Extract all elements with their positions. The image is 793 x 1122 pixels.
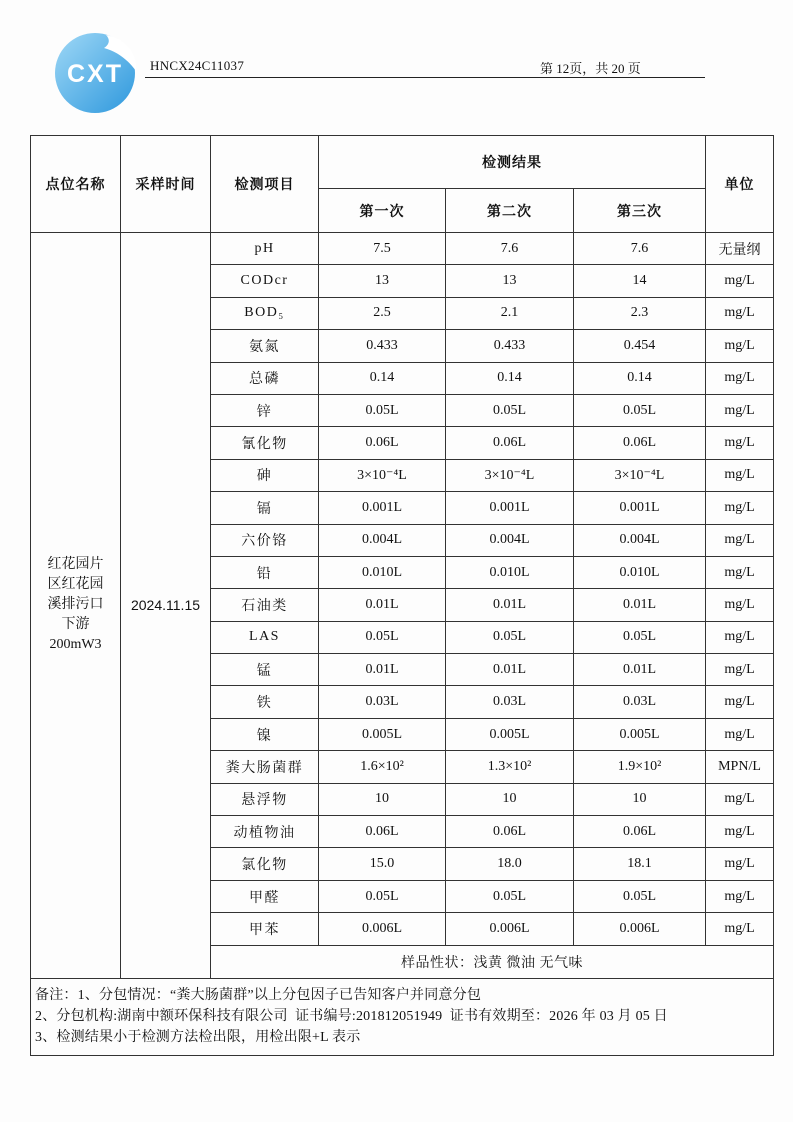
result-third: 0.06L — [574, 816, 706, 848]
report-number: HNCX24C11037 — [150, 58, 245, 73]
result-third: 3×10⁻⁴L — [574, 459, 706, 491]
result-second: 1.3×10² — [446, 751, 574, 783]
item-name: 甲苯 — [211, 913, 319, 945]
result-first: 1.6×10² — [319, 751, 446, 783]
item-name: BOD₅ — [211, 297, 319, 329]
item-name: LAS — [211, 621, 319, 653]
result-second: 0.03L — [446, 686, 574, 718]
item-name: CODcr — [211, 265, 319, 297]
result-second: 13 — [446, 265, 574, 297]
result-second: 0.010L — [446, 556, 574, 588]
header-divider — [145, 77, 705, 78]
result-third: 0.06L — [574, 427, 706, 459]
unit-cell: mg/L — [706, 589, 774, 621]
item-name: 氯化物 — [211, 848, 319, 880]
unit-cell: mg/L — [706, 654, 774, 686]
unit-cell: mg/L — [706, 718, 774, 750]
result-third: 14 — [574, 265, 706, 297]
result-first: 0.05L — [319, 394, 446, 426]
result-second: 0.01L — [446, 654, 574, 686]
unit-cell: mg/L — [706, 783, 774, 815]
note-line: 3、检测结果小于检测方法检出限，用检出限+L 表示 — [35, 1030, 361, 1046]
result-second: 0.05L — [446, 880, 574, 912]
unit-cell: mg/L — [706, 913, 774, 945]
unit-cell: mg/L — [706, 686, 774, 718]
item-name: 动植物油 — [211, 816, 319, 848]
unit-cell: mg/L — [706, 362, 774, 394]
result-third: 0.05L — [574, 394, 706, 426]
result-first: 13 — [319, 265, 446, 297]
result-first: 0.010L — [319, 556, 446, 588]
unit-cell: mg/L — [706, 848, 774, 880]
header-second: 第二次 — [446, 189, 574, 233]
result-third: 0.004L — [574, 524, 706, 556]
item-name: 六价铬 — [211, 524, 319, 556]
result-first: 10 — [319, 783, 446, 815]
header-unit: 单位 — [706, 136, 774, 233]
result-first: 0.01L — [319, 654, 446, 686]
result-second: 0.001L — [446, 492, 574, 524]
unit-cell: mg/L — [706, 816, 774, 848]
unit-cell: mg/L — [706, 297, 774, 329]
result-third: 7.6 — [574, 233, 706, 265]
unit-cell: mg/L — [706, 880, 774, 912]
result-third: 0.010L — [574, 556, 706, 588]
unit-cell: mg/L — [706, 394, 774, 426]
result-third: 0.006L — [574, 913, 706, 945]
header-third: 第三次 — [574, 189, 706, 233]
result-first: 0.001L — [319, 492, 446, 524]
location-cell — [31, 233, 121, 979]
result-second: 18.0 — [446, 848, 574, 880]
item-name: 锌 — [211, 394, 319, 426]
unit-cell: mg/L — [706, 427, 774, 459]
item-name: 铁 — [211, 686, 319, 718]
result-third: 18.1 — [574, 848, 706, 880]
result-third: 1.9×10² — [574, 751, 706, 783]
result-second: 2.1 — [446, 297, 574, 329]
location-line: 200mW3 — [49, 637, 102, 653]
item-name: 镉 — [211, 492, 319, 524]
item-name: 锰 — [211, 654, 319, 686]
result-second: 0.004L — [446, 524, 574, 556]
item-name: 铅 — [211, 556, 319, 588]
result-third: 0.05L — [574, 880, 706, 912]
unit-cell: mg/L — [706, 524, 774, 556]
header-results: 检测结果 — [319, 136, 706, 189]
result-third: 0.01L — [574, 654, 706, 686]
result-second: 0.433 — [446, 330, 574, 362]
result-first: 0.03L — [319, 686, 446, 718]
company-logo — [48, 29, 144, 115]
result-third: 0.14 — [574, 362, 706, 394]
result-second: 7.6 — [446, 233, 574, 265]
header-first: 第一次 — [319, 189, 446, 233]
logo-text: CXT — [67, 60, 123, 88]
header-test-item: 检测项目 — [211, 136, 319, 233]
sampling-date: 2024.11.15 — [121, 233, 211, 979]
item-name: 砷 — [211, 459, 319, 491]
result-third: 0.005L — [574, 718, 706, 750]
item-name: 石油类 — [211, 589, 319, 621]
result-second: 3×10⁻⁴L — [446, 459, 574, 491]
result-first: 0.005L — [319, 718, 446, 750]
unit-cell: mg/L — [706, 330, 774, 362]
result-second: 0.06L — [446, 816, 574, 848]
result-first: 0.05L — [319, 621, 446, 653]
result-third: 0.001L — [574, 492, 706, 524]
result-second: 0.05L — [446, 621, 574, 653]
header-row — [31, 136, 774, 189]
note-line: 备注：1、分包情况：“粪大肠菌群”以上分包因子已告知客户并同意分包 — [35, 988, 482, 1004]
result-first: 0.06L — [319, 816, 446, 848]
unit-cell: MPN/L — [706, 751, 774, 783]
notes-row — [31, 978, 774, 1055]
result-second: 0.05L — [446, 394, 574, 426]
result-third: 0.454 — [574, 330, 706, 362]
item-name: 氨氮 — [211, 330, 319, 362]
note-line: 2、分包机构:湖南中额环保科技有限公司 证书编号:201812051949 证书有效期至：2026 年 03 月 05 日 — [35, 1009, 668, 1025]
location-line: 溪排污口 — [47, 597, 104, 613]
location-line: 区红花园 — [47, 577, 104, 593]
table-row — [31, 233, 774, 265]
page-indicator: 第 12页，共 20 页 — [540, 61, 641, 76]
unit-cell: mg/L — [706, 556, 774, 588]
location-line: 下游 — [61, 617, 90, 633]
result-third: 0.05L — [574, 621, 706, 653]
item-name: 悬浮物 — [211, 783, 319, 815]
header-sampling-time: 采样时间 — [121, 136, 211, 233]
result-second: 10 — [446, 783, 574, 815]
unit-cell: mg/L — [706, 265, 774, 297]
result-first: 0.004L — [319, 524, 446, 556]
header-location: 点位名称 — [31, 136, 121, 233]
result-first: 0.006L — [319, 913, 446, 945]
location-line: 红花园片 — [47, 557, 104, 573]
unit-cell: mg/L — [706, 459, 774, 491]
notes-cell — [31, 978, 774, 1055]
result-first: 3×10⁻⁴L — [319, 459, 446, 491]
result-second: 0.14 — [446, 362, 574, 394]
result-first: 0.433 — [319, 330, 446, 362]
sample-property: 样品性状：浅黄 微油 无气味 — [211, 945, 774, 978]
item-name: 氰化物 — [211, 427, 319, 459]
unit-cell: mg/L — [706, 621, 774, 653]
result-third: 0.01L — [574, 589, 706, 621]
item-name: 镍 — [211, 718, 319, 750]
item-name: 甲醛 — [211, 880, 319, 912]
result-first: 0.06L — [319, 427, 446, 459]
result-third: 0.03L — [574, 686, 706, 718]
result-first: 2.5 — [319, 297, 446, 329]
result-first: 0.14 — [319, 362, 446, 394]
result-first: 0.01L — [319, 589, 446, 621]
result-second: 0.01L — [446, 589, 574, 621]
results-table — [30, 135, 774, 1056]
unit-cell: mg/L — [706, 492, 774, 524]
result-third: 2.3 — [574, 297, 706, 329]
result-first: 15.0 — [319, 848, 446, 880]
result-second: 0.06L — [446, 427, 574, 459]
unit-cell: 无量纲 — [706, 233, 774, 265]
result-first: 7.5 — [319, 233, 446, 265]
result-second: 0.005L — [446, 718, 574, 750]
result-third: 10 — [574, 783, 706, 815]
result-second: 0.006L — [446, 913, 574, 945]
item-name: 总磷 — [211, 362, 319, 394]
item-name: pH — [211, 233, 319, 265]
item-name: 粪大肠菌群 — [211, 751, 319, 783]
result-first: 0.05L — [319, 880, 446, 912]
